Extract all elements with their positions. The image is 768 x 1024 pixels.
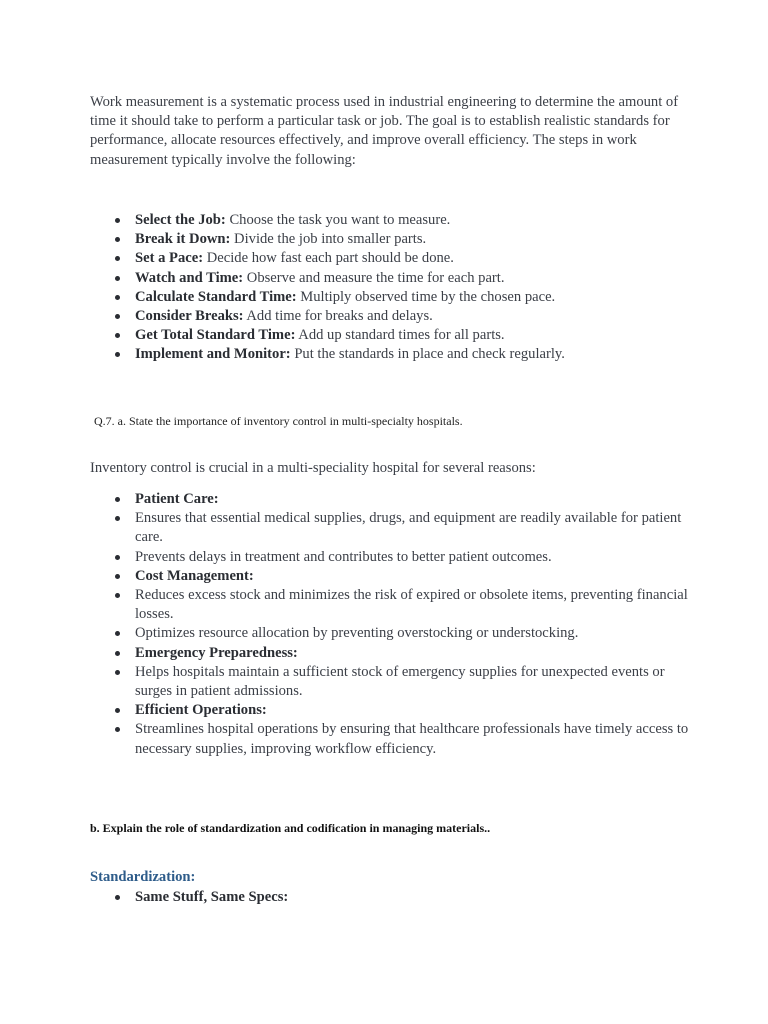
list-item bbox=[90, 211, 690, 230]
step-term: Break it Down: bbox=[135, 231, 231, 248]
std-term: Same Stuff, Same Specs: bbox=[135, 889, 289, 905]
work-measurement-steps-list bbox=[90, 211, 690, 365]
list-item bbox=[90, 307, 690, 326]
step-term: Get Total Standard Time: bbox=[135, 327, 296, 344]
question-b: b. Explain the role of standardization and codification in managing materials.. bbox=[90, 821, 491, 835]
step-text: Observe and measure the time for each part. bbox=[243, 269, 505, 286]
step-text: Add time for breaks and delays. bbox=[243, 308, 433, 325]
list-item: Optimizes resource allocation by preventing overstocking or understocking. bbox=[90, 624, 690, 643]
list-item bbox=[90, 269, 690, 288]
list-item bbox=[90, 326, 690, 345]
list-heading-item bbox=[90, 490, 690, 509]
inventory-reasons-list bbox=[90, 490, 690, 759]
list-item bbox=[90, 249, 690, 268]
reason-heading: Efficient Operations: bbox=[135, 702, 267, 719]
step-text: Choose the task you want to measure. bbox=[225, 212, 451, 228]
reason-heading: Emergency Preparedness: bbox=[135, 644, 298, 661]
question-7a: Q.7. a. State the importance of inventory control in multi-specialty hospitals. bbox=[94, 414, 463, 428]
list-item bbox=[90, 888, 690, 907]
list-heading-item bbox=[90, 567, 690, 586]
list-item: Streamlines hospital operations by ensuring that healthcare professionals have timely access to necessary supplies, improving workflow efficiency. bbox=[90, 720, 690, 758]
step-term: Select the Job: bbox=[135, 212, 226, 228]
list-item: Helps hospitals maintain a sufficient stock of emergency supplies for unexpected events or surges in patient admissions. bbox=[90, 663, 690, 701]
step-term: Consider Breaks: bbox=[135, 308, 244, 325]
intro-paragraph: Work measurement is a systematic process used in industrial engineering to determine the amount of time it should take to perform a particular task or job. The goal is to establish realistic standards for performance, allocate resources effectively, and improve overall efficiency. The steps in work measurement typically involve the following: bbox=[90, 94, 679, 168]
list-heading-item bbox=[90, 644, 690, 663]
list-item bbox=[90, 230, 690, 249]
inventory-intro: Inventory control is crucial in a multi-speciality hospital for several reasons: bbox=[90, 460, 536, 476]
standardization-list bbox=[90, 888, 690, 907]
reason-heading: Patient Care: bbox=[135, 491, 219, 507]
list-item: Ensures that essential medical supplies, drugs, and equipment are readily available for patient care. bbox=[90, 509, 690, 547]
step-text: Divide the job into smaller parts. bbox=[230, 231, 427, 248]
step-term: Implement and Monitor: bbox=[135, 346, 291, 363]
list-item: Prevents delays in treatment and contributes to better patient outcomes. bbox=[90, 548, 690, 567]
standardization-heading: Standardization: bbox=[90, 869, 196, 885]
reason-heading: Cost Management: bbox=[135, 567, 254, 584]
step-term: Watch and Time: bbox=[135, 269, 244, 286]
step-term: Calculate Standard Time: bbox=[135, 288, 297, 305]
step-text: Put the standards in place and check regularly. bbox=[290, 346, 565, 363]
list-item bbox=[90, 345, 690, 364]
step-text: Decide how fast each part should be done. bbox=[203, 250, 454, 267]
list-item bbox=[90, 288, 690, 307]
list-heading-item bbox=[90, 701, 690, 720]
step-text: Multiply observed time by the chosen pace. bbox=[296, 288, 556, 305]
step-term: Set a Pace: bbox=[135, 250, 204, 267]
step-text: Add up standard times for all parts. bbox=[295, 327, 505, 344]
list-item: Reduces excess stock and minimizes the risk of expired or obsolete items, preventing financial losses. bbox=[90, 586, 690, 624]
